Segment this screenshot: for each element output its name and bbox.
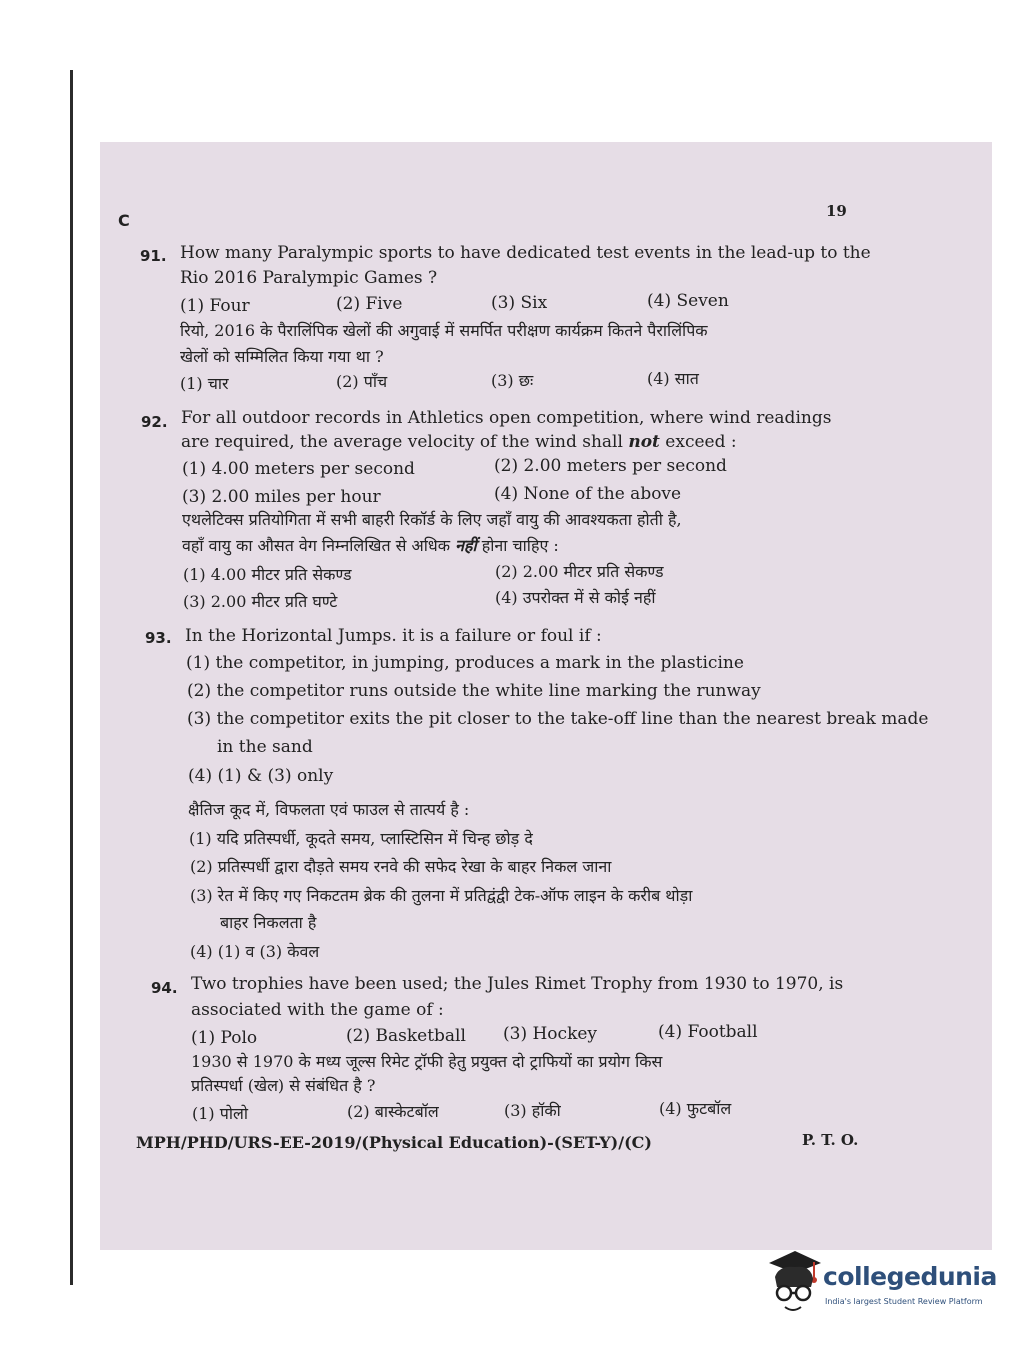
q92-opt4-hi: (4) उपरोक्त में से कोई नहीं <box>495 588 656 607</box>
q93-opt3-hi-cont: बाहर निकलता है <box>220 913 317 932</box>
q91-number: 91. <box>140 247 167 265</box>
collegedunia-mascot-icon <box>765 1247 823 1317</box>
q92-opt1-hi: (1) 4.00 मीटर प्रति सेकण्ड <box>183 565 352 584</box>
footer-pto: P. T. O. <box>802 1131 859 1149</box>
q94-opt1-hi: (1) पोलो <box>192 1104 248 1123</box>
q92-opt1-en: (1) 4.00 meters per second <box>182 459 415 479</box>
q92-opt2-en: (2) 2.00 meters per second <box>494 456 727 476</box>
q91-opt4-en: (4) Seven <box>647 291 729 311</box>
q91-opt4-hi: (4) सात <box>647 369 699 388</box>
q94-en-line1: Two trophies have been used; the Jules Rimet Trophy from 1930 to 1970, is <box>191 974 844 994</box>
q94-opt2-hi: (2) बास्केटबॉल <box>347 1102 439 1121</box>
q93-hi-line1: क्षैतिज कूद में, विफलता एवं फाउल से तात्पर्य है : <box>188 800 470 819</box>
q93-opt4-en: (4) (1) & (3) only <box>188 766 334 786</box>
q93-opt3-hi: (3) रेत में किए गए निकटतम ब्रेक की तुलना में प्रतिद्वंद्वी टेक-ऑफ लाइन के करीब थोड़ा <box>190 886 693 905</box>
q92-hi-line1: एथलेटिक्स प्रतियोगिता में सभी बाहरी रिकॉर्ड के लिए जहाँ वायु की आवश्यकता होती है, <box>182 510 682 529</box>
scan-edge-line <box>70 70 73 1285</box>
q93-en-line1: In the Horizontal Jumps. it is a failure or foul if : <box>185 626 602 646</box>
q91-en-line2: Rio 2016 Paralympic Games ? <box>180 268 438 288</box>
q92-opt4-en: (4) None of the above <box>494 484 682 504</box>
q92-opt2-hi: (2) 2.00 मीटर प्रति सेकण्ड <box>495 562 664 581</box>
q94-hi-line2: प्रतिस्पर्धा (खेल) से संबंधित है ? <box>191 1076 376 1095</box>
footer-paper-code: MPH/PHD/URS-EE-2019/(Physical Education)-(SET-Y)/(C) <box>136 1133 652 1152</box>
q93-opt2-en: (2) the competitor runs outside the white line marking the runway <box>187 681 761 701</box>
q94-opt3-hi: (3) हॉकी <box>504 1101 561 1120</box>
q94-opt3-en: (3) Hockey <box>503 1024 598 1044</box>
set-letter: C <box>118 211 130 230</box>
q91-opt2-en: (2) Five <box>336 294 403 314</box>
q91-opt3-en: (3) Six <box>491 293 548 313</box>
q92-opt3-hi: (3) 2.00 मीटर प्रति घण्टे <box>183 592 338 611</box>
page-number: 19 <box>826 202 847 220</box>
q92-hi-line2: वहाँ वायु का औसत वेग निम्नलिखित से अधिक नहीं होना चाहिए : <box>182 536 559 555</box>
q94-opt2-en: (2) Basketball <box>346 1026 466 1046</box>
q91-opt1-en: (1) Four <box>180 296 250 316</box>
q91-opt3-hi: (3) छः <box>491 371 534 390</box>
q92-en-line2: are required, the average velocity of the wind shall not exceed : <box>181 432 737 452</box>
q92-number: 92. <box>141 413 168 431</box>
q94-hi-line1: 1930 से 1970 के मध्य जूल्स रिमेट ट्रॉफी हेतु प्रयुक्त दो ट्राफियों का प्रयोग किस <box>191 1052 663 1071</box>
q91-opt1-hi: (1) चार <box>180 374 229 393</box>
q94-opt4-en: (4) Football <box>658 1022 758 1042</box>
q93-opt3-en-cont: in the sand <box>217 737 313 757</box>
collegedunia-tagline: India's largest Student Review Platform <box>825 1297 983 1306</box>
collegedunia-brand: collegedunia <box>823 1262 997 1291</box>
q93-opt1-en: (1) the competitor, in jumping, produces a mark in the plasticine <box>186 653 744 673</box>
q94-number: 94. <box>151 979 178 997</box>
q94-opt4-hi: (4) फुटबॉल <box>659 1099 732 1118</box>
q92-opt3-en: (3) 2.00 miles per hour <box>182 487 381 507</box>
q94-en-line2: associated with the game of : <box>191 1000 444 1020</box>
q93-opt2-hi: (2) प्रतिस्पर्धी द्वारा दौड़ते समय रनवे की सफेद रेखा के बाहर निकल जाना <box>190 857 612 876</box>
q91-en-line1: How many Paralympic sports to have dedicated test events in the lead-up to the <box>180 243 871 263</box>
q93-opt4-hi: (4) (1) व (3) केवल <box>190 942 320 961</box>
q92-en-line1: For all outdoor records in Athletics open competition, where wind readings <box>181 408 832 428</box>
q93-number: 93. <box>145 629 172 647</box>
q94-opt1-en: (1) Polo <box>191 1028 258 1048</box>
q91-hi-line2: खेलों को सम्मिलित किया गया था ? <box>180 347 384 366</box>
q91-opt2-hi: (2) पाँच <box>336 372 388 391</box>
q93-opt3-en: (3) the competitor exits the pit closer to the take-off line than the nearest break made <box>187 709 929 729</box>
q91-hi-line1: रियो, 2016 के पैरालिंपिक खेलों की अगुवाई में समर्पित परीक्षण कार्यक्रम कितने पैरालिंपिक <box>180 321 708 340</box>
q93-opt1-hi: (1) यदि प्रतिस्पर्धी, कूदते समय, प्लास्टिसिन में चिन्ह छोड़ दे <box>189 829 533 848</box>
